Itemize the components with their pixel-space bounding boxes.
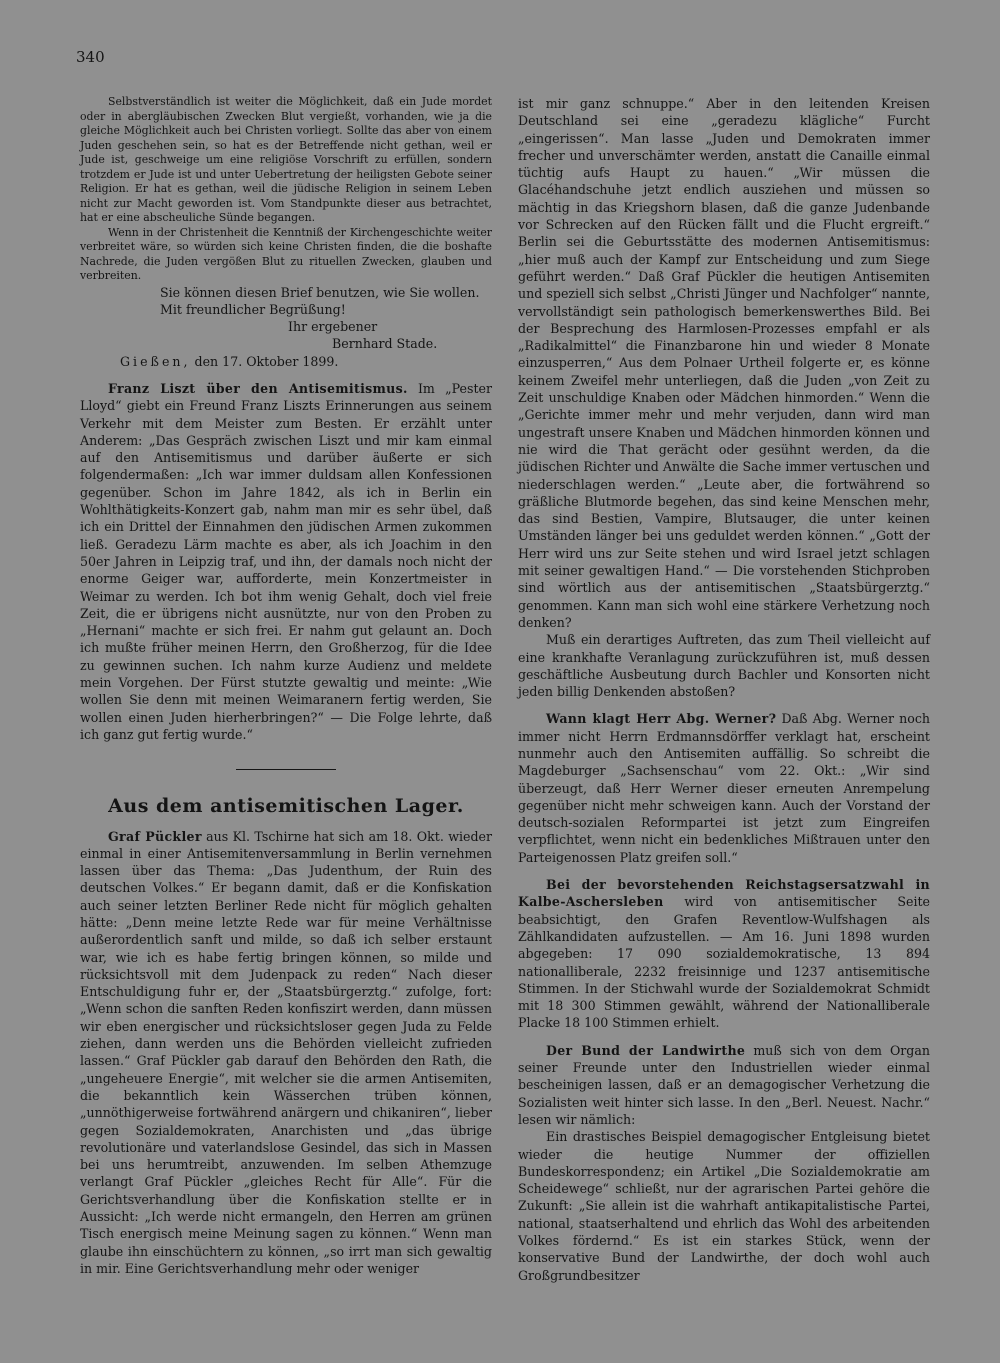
werner-body: Daß Abg. Werner noch immer nicht Herrn Erdmannsdörffer verklagt hat, erscheint nunmehr auch den Antisemiten auffällig. So schreibt die Magdeburger „Sachsenschau“ vom 22. Okt.: „Wir sind überzeugt, daß Herr Werner dieser erneuten Anrempelung gegenüber nicht mehr schweigen kann. Auch der Vorstand der deutsch-sozialen Reformpartei ist jetzt zum Eingreifen verpflichtet, wenn nicht ein bedenkliches Mißtrauen unter den Parteigenossen Platz greifen soll.“ [518, 711, 930, 865]
letter-signature: Bernhard Stade. [332, 336, 438, 352]
letter-paragraph-2: Wenn in der Christenheit die Kenntniß der Kirchengeschichte weiter verbreitet wäre, so würden sich keine Christen finden, die die boshafte Nachrede, die Juden vergößen Blut zu rituellen Zwecken, glauben und verbreiten. [80, 225, 492, 282]
reflection-paragraph: Muß ein derartiges Auftreten, das zum Theil vielleicht auf eine krankhafte Veranlagung zurückzuführen ist, muß dessen geschäftliche Ausbeutung durch Bachler und Konsorten nicht jeden billig Denkenden abstoßen? [518, 632, 930, 700]
page-number: 340 [76, 48, 105, 66]
bund-heading: Der Bund der Landwirthe [546, 1042, 746, 1058]
date-text: den 17. Oktober 1899. [194, 353, 339, 369]
letter-paragraph-1: Selbstverständlich ist weiter die Möglichkeit, daß ein Jude mordet oder in abergläubischen Zwecken Blut vergießt, vorhanden, wie ja die gleiche Möglichkeit auch bei Christen vorliegt. Sollte das aber von einem Juden geschehen sein, so hat es der Betreffende nicht gethan, weil er Jude ist, geschweige um eine religiöse Vorschrift zu erfüllen, sondern trotzdem er Jude ist und unter Uebertretung der heiligsten Gebote seiner Religion. Er hat es gethan, weil die jüdische Religion in seinem Leben nicht zur Macht geworden ist. Vom Standpunkte dieser aus betrachtet, hat er eine abscheuliche Sünde begangen. [80, 95, 492, 224]
werner-heading: Wann klagt Herr Abg. Werner? [546, 711, 777, 727]
section-title: Aus dem antisemitischen Lager. [108, 795, 464, 818]
liszt-body: Im „Pester Lloyd“ giebt ein Freund Franz Liszts Erinnerungen aus seinem Verkehr mit dem Meister zum Besten. Er erzählt unter Anderem: „Das Gespräch zwischen Liszt und mir kam einmal auf den Antisemitismus und darüber äußerte er sich folgendermaßen: „Ich war immer duldsam allen Konfessionen gegenüber. Schon im Jahre 1842, als ich in Berlin ein Wohlthätigkeits-Konzert gab, nahm man mir es sehr übel, daß ich ein Drittel der Einnahmen den jüdischen Armen zukommen ließ. Geradezu Lärm machte es aber, als ich Joachim in den 50er Jahren in Leipzig traf, und ihn, der damals noch nicht der enorme Geiger war, aufforderte, mein Konzertmeister in Weimar zu werden. Ich bot ihm wenig Gehalt, doch viel freie Zeit, die er übrigens nicht ausnützte, nur von den Proben zu „Hernani“ machte er sich frei. Er nahm gut gelaunt an. Doch ich mußte früher meinen Herrn, den Großherzog, für die Idee zu gewinnen suchen. Ich nahm kurze Audienz und meldete mein Vorgehen. Der Fürst stutzte gewaltig und meinte: „Wie wollen Sie denn mit meinen Weimaranern fertig werden, Sie wollen einen Juden hierherbringen?“ — Die Folge lehrte, daß ich ganz gut fertig wurde.“ [80, 380, 492, 742]
liszt-heading: Franz Liszt über den Antisemitismus. [108, 380, 408, 396]
bund-quote: Ein drastisches Beispiel demagogischer Entgleisung bietet wieder die heutige Nummer der offiziellen Bundeskorrespondenz; ein Artikel „Die Sozialdemokratie am Scheidewege“ schließt, nur der agrarischen Partei gehöre die Zukunft: „Sie allein ist die wahrhaft antikapitalistische Partei, national, staatserhaltend und ehrlich das Wohl des arbeitenden Volkes fördernd.“ Es ist ein starkes Stück, wenn der konservative Bund der Landwirthe, der doch wohl auch Großgrundbesitzer [518, 1129, 930, 1283]
section-divider [236, 769, 336, 770]
pueckler-continuation: ist mir ganz schnuppe.“ Aber in den leitenden Kreisen Deutschland sei eine „geradezu klägliche“ Furcht „eingerissen“. Man lasse „Juden und Demokraten immer frecher und unverschämter werden, anstatt die Canaille einmal tüchtig aufs Haupt zu hauen.“ „Wir müssen die Glacéhandschuhe jetzt endlich ausziehen und müssen so mächtig in das Kriegshorn blasen, daß die ganze Judenbande vor Schrecken auf den Rücken fällt und die Flucht ergreift.“ Berlin sei die Geburtsstätte des modernen Antisemitismus: „hier muß auch der Kampf zur Entscheidung und zum Siege geführt werden.“ Daß Graf Pückler die heutigen Antisemiten und speziell sich selbst „Christi Jünger und Nachfolger“ nannte, vervollständigt sein pathologisch bemerkenswerthes Bild. Bei der Besprechung des Harmlosen-Prozesses empfahl er als „Radikalmittel“ die Finanzbarone hin und wieder 8 Monate einzusperren,“ Aus dem Polnaer Urtheil folgerte er, es könne keinem Zweifel mehr unterliegen, daß die Juden „von Zeit zu Zeit unschuldige Knaben oder Mädchen hinmorden.“ Wenn die „Gerichte immer mehr und mehr verjuden, dann wird man ungestraft unsere Knaben und Mädchen hinmorden können und nie wird die That gerächt oder gesühnt werden, da die jüdischen Richter und Anwälte die Sache immer vertuschen und niederschlagen werden.“ „Leute aber, die fortwährend so gräßliche Blutmorde begehen, das sind keine Menschen mehr, das sind Bestien, Vampire, Blutsauger, die unter keinen Umständen länger bei uns geduldet werden können.“ „Gott der Herr wird uns zur Seite stehen und wird Israel jetzt schlagen mit seiner gewaltigen Hand.“ — Die vorstehenden Stichproben sind wörtlich aus der antisemitischen „Staatsbürgerztg.“ genommen. Kann man sich wohl eine stärkere Verhetzung noch denken? [518, 96, 930, 630]
liszt-article [80, 380, 492, 743]
election-body: wird von antisemitischer Seite beabsichtigt, den Grafen Reventlow-Wulfshagen als Zählkandidaten aufzustellen. — Am 16. Juni 1898 wurden abgegeben: 17 090 sozialdemokratische, 13 894 nationalliberale, 2232 freisinnige und 1237 antisemitische Stimmen. In der Stichwahl wurde der Sozialdemokrat Schmidt mit 18 300 Stimmen gewählt, während der Nationalliberale Placke 18 100 Stimmen erhielt. [518, 894, 930, 1031]
letter-greeting: Mit freundlicher Begrüßung! [160, 301, 346, 317]
letter-closing: Sie können diesen Brief benutzen, wie Sie wollen. [160, 284, 480, 300]
date-place: Gießen, [120, 353, 191, 369]
pueckler-article [80, 828, 492, 1278]
letter-signoff: Ihr ergebener [288, 319, 378, 335]
letter-dateline [80, 353, 492, 370]
election-article [518, 876, 930, 1032]
pueckler-heading: Graf Pückler [108, 828, 202, 844]
letter-excerpt [80, 95, 492, 284]
election-heading: Bei der bevorstehenden Reichstagsersatzwahl in Kalbe-Aschersleben [518, 877, 930, 910]
bund-article [518, 1042, 930, 1128]
left-column [80, 95, 492, 1277]
right-column [518, 95, 930, 1284]
bund-body: muß sich von dem Organ seiner Freunde unter den Industriellen wieder einmal bescheinigen lassen, daß er an demagogischer Verhetzung die Sozialisten weit hinter sich lasse. In den „Berl. Neuest. Nachr.“ lesen wir nämlich: [518, 1042, 930, 1127]
pueckler-body: aus Kl. Tschirne hat sich am 18. Okt. wieder einmal in einer Antisemitenversammlung in Berlin vernehmen lassen über das Thema: „Das Judenthum, der Ruin des deutschen Volkes.“ Er begann damit, daß er die Konfiskation auch seiner letzten Berliner Rede nicht für möglich gehalten hätte: „Denn meine letzte Rede war für meine Verhältnisse außerordentlich sanft und milde, so daß ich selber erstaunt war, wie ich es habe fertig bringen können, so milde und rücksichtsvoll mit dem Judenpack zu reden“ Nach dieser Entschuldigung fuhr er, der „Staatsbürgerztg.“ zufolge, fort: „Wenn schon die sanften Reden konfiszirt werden, dann müssen wir eben energischer und rücksichtsloser gegen Juda zu Felde ziehen, dann werden uns die Behörden vielleicht zufrieden lassen.“ Graf Pückler gab darauf den Behörden den Rath, die „ungeheuere Energie“, mit welcher sie die armen Antisemiten, die bekanntlich kein Wässerchen trüben können, „unnöthigerweise fortwährend anärgern und chikaniren“, lieber gegen Sozialdemokraten, Anarchisten und „das übrige revolutionäre und vaterlandslose Gesindel, das sich in Massen bei uns herumtreibt, anzuwenden. Im selben Athemzuge verlangt Graf Pückler „gleiches Recht für Alle“. Für die Gerichtsverhandlung über die Konfiskation stellte er in Aussicht: „Ich werde nicht ermangeln, den Herren am grünen Tisch energisch meine Meinung sagen zu können.“ Wenn man glaube ihn einschüchtern zu können, „so irrt man sich gewaltig in mir. Eine Gerichtsverhandlung mehr oder weniger [80, 828, 492, 1276]
werner-article [518, 710, 930, 866]
